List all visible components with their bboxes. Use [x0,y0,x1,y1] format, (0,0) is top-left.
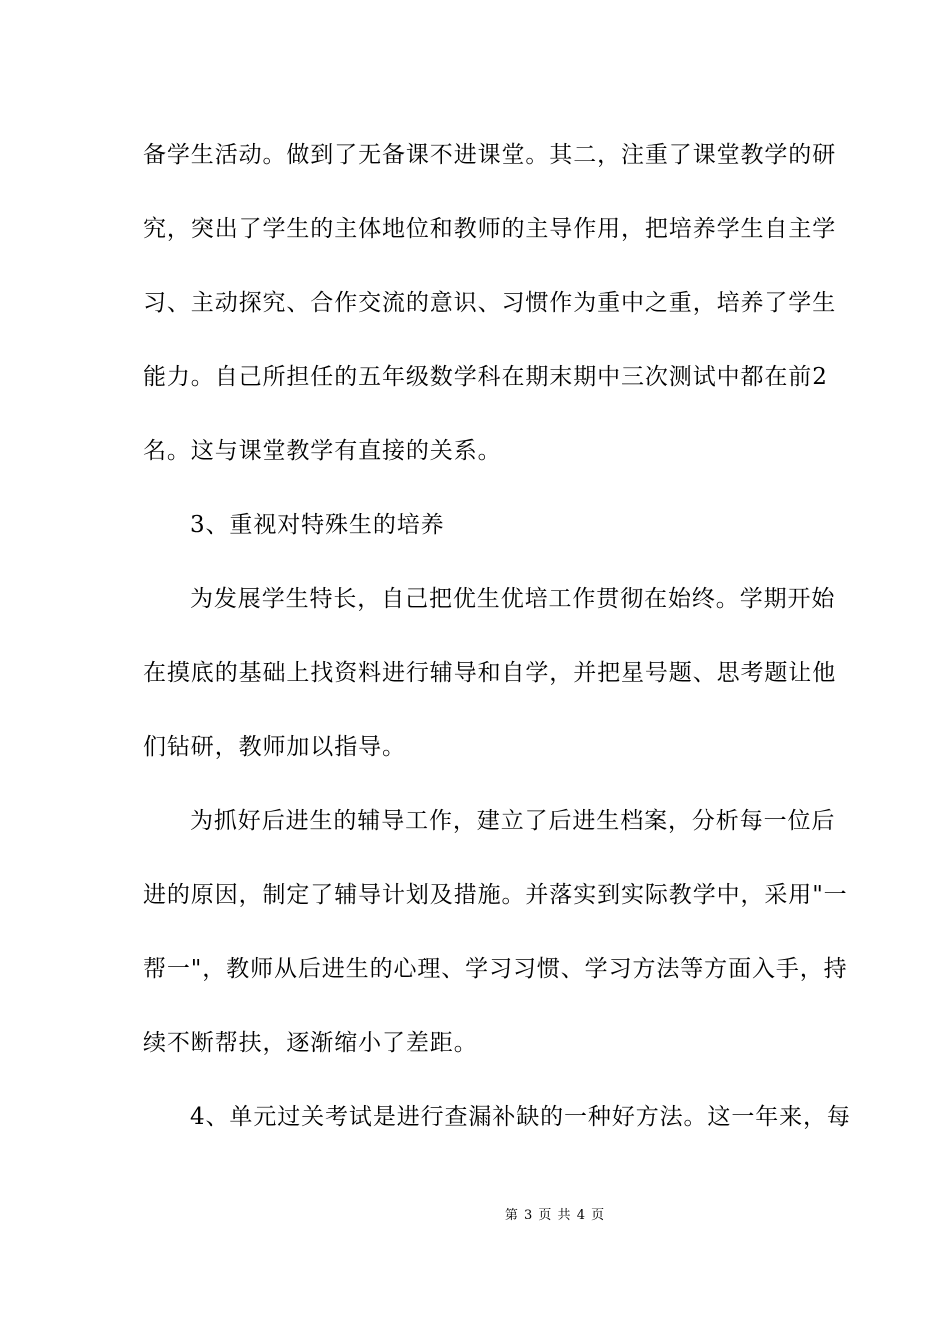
text-line: 为发展学生特长，自己把优生优培工作贯彻在始终。学期开始 [190,586,836,612]
text-line: 习、主动探究、合作交流的意识、习惯作为重中之重，培养了学生 [143,290,837,316]
section-heading: 3、重视对特殊生的培养 [190,512,445,538]
text-line: 续不断帮扶，逐渐缩小了差距。 [143,1030,478,1056]
text-line: 进的原因，制定了辅导计划及措施。并落实到实际教学中，采用"一 [143,882,848,908]
text-line: 名。这与课堂教学有直接的关系。 [143,438,502,464]
text-line: 能力。自己所担任的五年级数学科在期末期中三次测试中都在前2 [143,364,828,390]
page-number-footer: 第 3 页 共 4 页 [504,1208,606,1223]
text-line: 在摸底的基础上找资料进行辅导和自学，并把星号题、思考题让他 [143,660,837,686]
text-line: 帮一"，教师从后进生的心理、学习习惯、学习方法等方面入手，持 [143,956,848,982]
text-line: 4、单元过关考试是进行查漏补缺的一种好方法。这一年来，每 [190,1104,851,1130]
text-line: 们钻研，教师加以指导。 [143,734,406,760]
text-line: 究，突出了学生的主体地位和教师的主导作用，把培养学生自主学 [143,216,837,242]
text-line: 备学生活动。做到了无备课不进课堂。其二，注重了课堂教学的研 [143,142,837,168]
text-line: 为抓好后进生的辅导工作，建立了后进生档案，分析每一位后 [190,808,836,834]
